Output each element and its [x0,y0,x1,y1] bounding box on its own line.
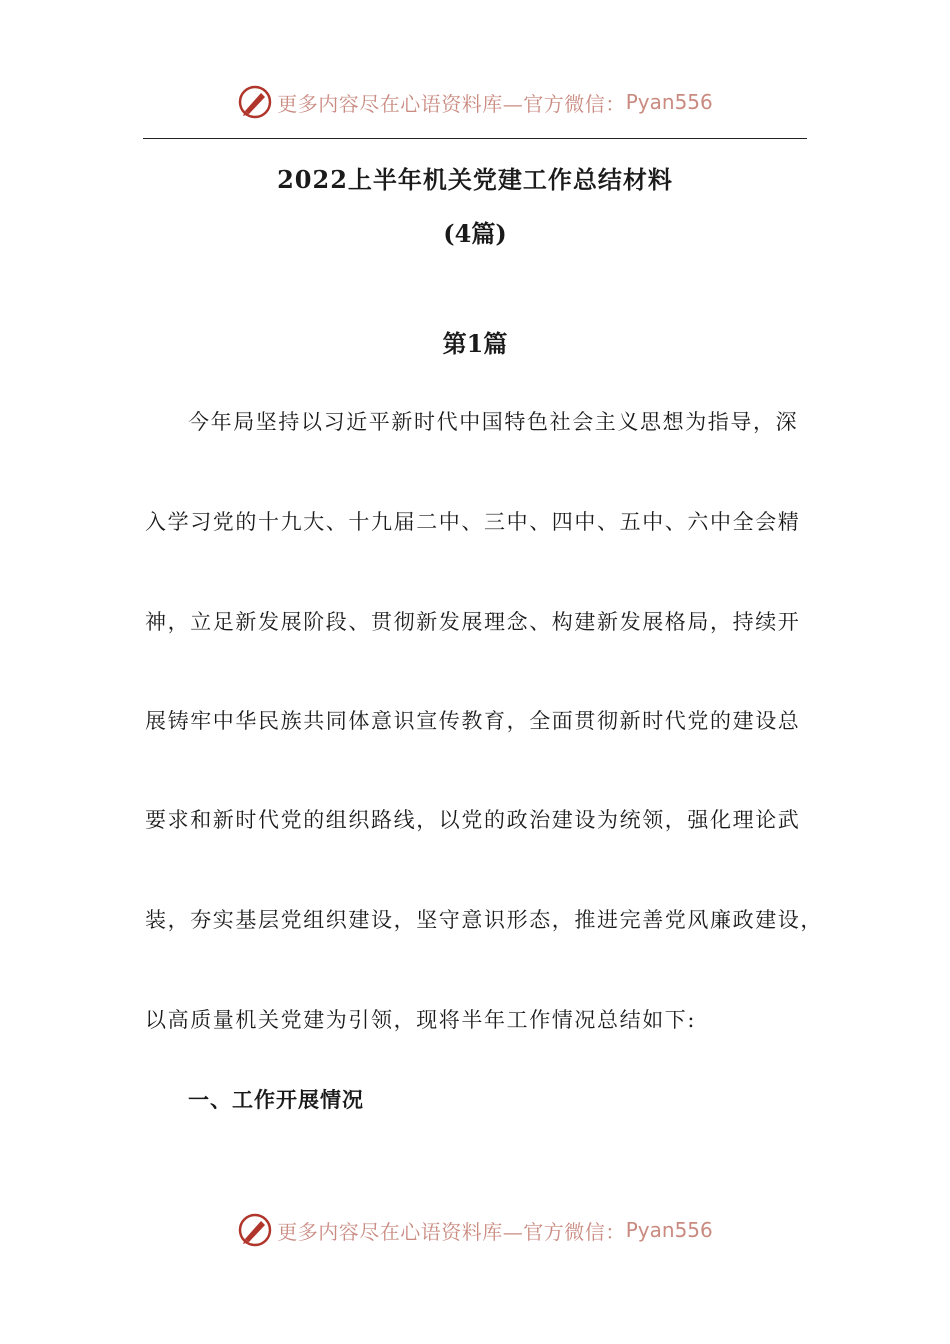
body-line: 装，夯实基层党组织建设，坚守意识形态，推进完善党风廉政建设， [145,908,823,932]
body-line: 要求和新时代党的组织路线，以党的政治建设为统领，强化理论武 [145,808,801,832]
section-heading: 一、工作开展情况 [188,1087,364,1112]
body-line: 入学习党的十九大、十九届二中、三中、四中、五中、六中全会精 [145,510,801,534]
document-subtitle: (4篇) [443,219,507,248]
body-line: 神，立足新发展阶段、贯彻新发展理念、构建新发展格局，持续开 [145,610,801,634]
pen-logo-icon [237,1212,273,1248]
body-line: 展铸牢中华民族共同体意识宣传教育，全面贯彻新时代党的建设总 [145,709,801,733]
footer-banner [0,1208,950,1252]
header-divider [143,138,807,139]
footer-banner-text: 更多内容尽在心语资料库—官方微信： [277,1219,626,1244]
document-title: 2022上半年机关党建工作总结材料 [277,165,673,194]
header-banner-handle: Pyan556 [625,90,713,114]
body-line: 以高质量机关党建为引领，现将半年工作情况总结如下: [145,1008,697,1032]
header-banner-text: 更多内容尽在心语资料库—官方微信： [277,91,626,116]
chapter-heading: 第1篇 [442,329,508,358]
footer-banner-handle: Pyan556 [625,1218,713,1242]
header-banner [0,80,950,124]
body-line: 今年局坚持以习近平新时代中国特色社会主义思想为指导，深 [188,410,799,434]
pen-logo-icon [237,84,273,120]
